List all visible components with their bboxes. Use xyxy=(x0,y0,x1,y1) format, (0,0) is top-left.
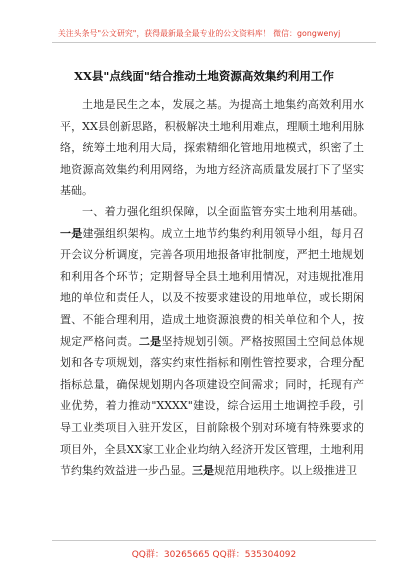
paragraph-intro: 土地是民生之本，发展之基。为提高土地集约高效利用水平，XX县创新思路，积极解决土地利用难点，理顺土地利用脉络，统筹土地利用大局，探索精细化管地用地模式，织密了土地资源高效集约利用网络，为地方经济高质量发展打下了坚实基础。 xyxy=(60,98,364,198)
lead-phrase: 二是 xyxy=(138,334,162,348)
lead-phrase: 三是 xyxy=(192,464,214,478)
footer-divider xyxy=(52,540,376,541)
paragraph-text: 规范用地秩序。以上级推进卫 xyxy=(214,464,357,478)
paragraph-text: 建强组织架构。成立土地节约集约利用领导小组，每月召开会议分析调度，完善各项用地报备审批制度，严把土地规划和利用各个环节；定期督导全县土地利用情况，对违规批准用地的单位和责任人，以及不按要求建设的用地单位，或长期闲置、不能合理利用，造成土地资源浪费的相关单位和个人，按规定严格问责。 xyxy=(60,226,365,348)
lead-phrase: 一是 xyxy=(60,226,83,240)
footer-contact: QQ群：30265665 QQ群：535304092 xyxy=(131,550,297,560)
header-promo-note: 关注头条号"公文研究"，获得最新最全最专业的公文资料库！ 微信：gongwenyj xyxy=(58,29,341,38)
paragraph-text: 一、着力强化组织保障，以全面监管夯实土地利用基础。 xyxy=(82,205,364,218)
paragraph-text: 坚持规划引领。严格按照国土空间总体规划和各专项规划，落实约束性指标和刚性管控要求，合理分配指标总量，确保规划期内各项建设空间需求；同时，托现有产业优势，着力推动"XXXX"建设，综合运用土地调控手段，引导工业类项目入驻开发区，目前除极个别对环境有特殊要求的项目外，全县XX家工业企业均纳入经济开发区管理，土地利用节约集约效益进一步凸显。 xyxy=(60,334,365,478)
document-title: XX县"点线面"结合推动土地资源高效集约利用工作 xyxy=(74,69,334,83)
paragraph-organization xyxy=(60,201,364,482)
